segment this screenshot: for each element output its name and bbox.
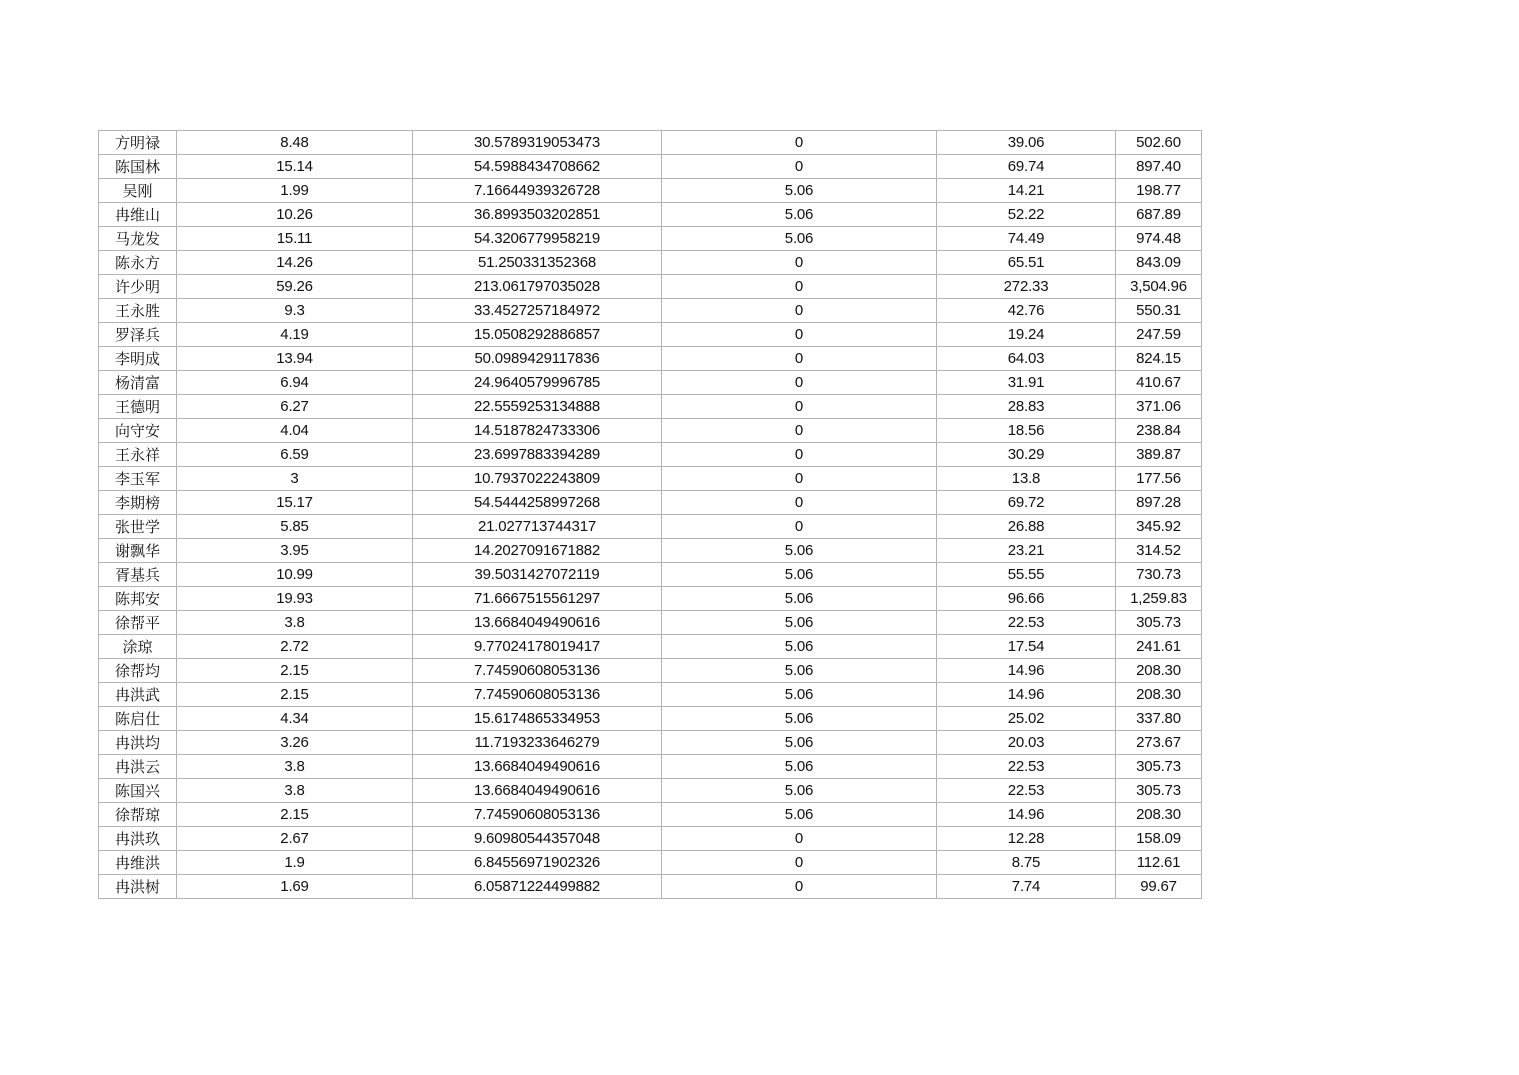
name-cell: 陈永方: [99, 251, 177, 275]
value-1-cell: 10.99: [177, 563, 413, 587]
value-3-cell: 0: [662, 347, 937, 371]
name-cell: 谢飘华: [99, 539, 177, 563]
value-3-cell: 0: [662, 491, 937, 515]
value-4-cell: 22.53: [937, 611, 1116, 635]
value-3-cell: 0: [662, 419, 937, 443]
name-cell: 冉洪云: [99, 755, 177, 779]
value-2-cell: 71.6667515561297: [413, 587, 662, 611]
name-cell: 杨清富: [99, 371, 177, 395]
value-2-cell: 7.74590608053136: [413, 803, 662, 827]
name-cell: 冉维洪: [99, 851, 177, 875]
value-3-cell: 5.06: [662, 779, 937, 803]
total-cell: 730.73: [1116, 563, 1202, 587]
total-cell: 305.73: [1116, 755, 1202, 779]
table-row: [99, 347, 1202, 371]
total-cell: 897.40: [1116, 155, 1202, 179]
name-cell: 冉洪树: [99, 875, 177, 899]
value-4-cell: 14.96: [937, 803, 1116, 827]
value-1-cell: 1.99: [177, 179, 413, 203]
total-cell: 241.61: [1116, 635, 1202, 659]
value-1-cell: 2.15: [177, 803, 413, 827]
table-row: [99, 851, 1202, 875]
total-cell: 389.87: [1116, 443, 1202, 467]
name-cell: 王永祥: [99, 443, 177, 467]
value-3-cell: 0: [662, 467, 937, 491]
value-1-cell: 3.8: [177, 755, 413, 779]
value-4-cell: 64.03: [937, 347, 1116, 371]
name-cell: 涂琼: [99, 635, 177, 659]
value-4-cell: 69.72: [937, 491, 1116, 515]
value-4-cell: 42.76: [937, 299, 1116, 323]
value-1-cell: 2.67: [177, 827, 413, 851]
value-1-cell: 2.15: [177, 683, 413, 707]
value-2-cell: 9.60980544357048: [413, 827, 662, 851]
table-row: [99, 299, 1202, 323]
total-cell: 550.31: [1116, 299, 1202, 323]
table-row: [99, 131, 1202, 155]
table-row: [99, 539, 1202, 563]
table-row: [99, 419, 1202, 443]
value-2-cell: 23.6997883394289: [413, 443, 662, 467]
table-row: [99, 755, 1202, 779]
value-2-cell: 9.77024178019417: [413, 635, 662, 659]
value-1-cell: 9.3: [177, 299, 413, 323]
value-3-cell: 0: [662, 131, 937, 155]
value-3-cell: 5.06: [662, 659, 937, 683]
value-1-cell: 6.94: [177, 371, 413, 395]
total-cell: 112.61: [1116, 851, 1202, 875]
value-2-cell: 22.5559253134888: [413, 395, 662, 419]
name-cell: 王永胜: [99, 299, 177, 323]
name-cell: 向守安: [99, 419, 177, 443]
value-4-cell: 19.24: [937, 323, 1116, 347]
value-4-cell: 30.29: [937, 443, 1116, 467]
value-4-cell: 8.75: [937, 851, 1116, 875]
value-1-cell: 4.04: [177, 419, 413, 443]
value-4-cell: 25.02: [937, 707, 1116, 731]
value-4-cell: 12.28: [937, 827, 1116, 851]
total-cell: 305.73: [1116, 779, 1202, 803]
value-2-cell: 50.0989429117836: [413, 347, 662, 371]
total-cell: 99.67: [1116, 875, 1202, 899]
value-4-cell: 52.22: [937, 203, 1116, 227]
table-row: [99, 203, 1202, 227]
value-1-cell: 10.26: [177, 203, 413, 227]
name-cell: 冉洪玖: [99, 827, 177, 851]
table-row: [99, 563, 1202, 587]
value-1-cell: 13.94: [177, 347, 413, 371]
table-row: [99, 635, 1202, 659]
table-row: [99, 803, 1202, 827]
name-cell: 徐帮琼: [99, 803, 177, 827]
value-1-cell: 15.14: [177, 155, 413, 179]
value-3-cell: 5.06: [662, 203, 937, 227]
total-cell: 824.15: [1116, 347, 1202, 371]
name-cell: 冉维山: [99, 203, 177, 227]
value-3-cell: 5.06: [662, 731, 937, 755]
value-3-cell: 5.06: [662, 635, 937, 659]
table-row: [99, 251, 1202, 275]
name-cell: 马龙发: [99, 227, 177, 251]
value-2-cell: 13.6684049490616: [413, 755, 662, 779]
value-2-cell: 13.6684049490616: [413, 779, 662, 803]
name-cell: 胥基兵: [99, 563, 177, 587]
total-cell: 1,259.83: [1116, 587, 1202, 611]
value-1-cell: 15.17: [177, 491, 413, 515]
table-row: [99, 323, 1202, 347]
value-1-cell: 3.26: [177, 731, 413, 755]
value-3-cell: 5.06: [662, 587, 937, 611]
value-3-cell: 0: [662, 515, 937, 539]
total-cell: 897.28: [1116, 491, 1202, 515]
value-1-cell: 2.15: [177, 659, 413, 683]
value-3-cell: 5.06: [662, 227, 937, 251]
table-row: [99, 467, 1202, 491]
name-cell: 李玉军: [99, 467, 177, 491]
total-cell: 337.80: [1116, 707, 1202, 731]
value-4-cell: 55.55: [937, 563, 1116, 587]
value-1-cell: 1.69: [177, 875, 413, 899]
value-4-cell: 39.06: [937, 131, 1116, 155]
value-4-cell: 22.53: [937, 755, 1116, 779]
value-2-cell: 7.74590608053136: [413, 659, 662, 683]
value-1-cell: 4.19: [177, 323, 413, 347]
name-cell: 冉洪武: [99, 683, 177, 707]
value-4-cell: 14.21: [937, 179, 1116, 203]
value-3-cell: 0: [662, 155, 937, 179]
value-4-cell: 14.96: [937, 659, 1116, 683]
table-row: [99, 443, 1202, 467]
value-2-cell: 10.7937022243809: [413, 467, 662, 491]
value-4-cell: 74.49: [937, 227, 1116, 251]
value-1-cell: 15.11: [177, 227, 413, 251]
value-4-cell: 28.83: [937, 395, 1116, 419]
value-2-cell: 54.5444258997268: [413, 491, 662, 515]
value-3-cell: 5.06: [662, 539, 937, 563]
total-cell: 687.89: [1116, 203, 1202, 227]
name-cell: 陈国兴: [99, 779, 177, 803]
value-3-cell: 0: [662, 275, 937, 299]
value-4-cell: 18.56: [937, 419, 1116, 443]
table-body: [99, 131, 1202, 899]
name-cell: 许少明: [99, 275, 177, 299]
table-row: [99, 491, 1202, 515]
value-1-cell: 14.26: [177, 251, 413, 275]
value-2-cell: 15.0508292886857: [413, 323, 662, 347]
name-cell: 徐帮平: [99, 611, 177, 635]
value-2-cell: 21.027713744317: [413, 515, 662, 539]
total-cell: 208.30: [1116, 659, 1202, 683]
total-cell: 208.30: [1116, 683, 1202, 707]
name-cell: 吴刚: [99, 179, 177, 203]
value-1-cell: 3: [177, 467, 413, 491]
total-cell: 345.92: [1116, 515, 1202, 539]
value-3-cell: 5.06: [662, 707, 937, 731]
table-row: [99, 707, 1202, 731]
value-1-cell: 1.9: [177, 851, 413, 875]
table-row: [99, 179, 1202, 203]
data-table: [98, 130, 1202, 899]
total-cell: 158.09: [1116, 827, 1202, 851]
total-cell: 208.30: [1116, 803, 1202, 827]
value-4-cell: 13.8: [937, 467, 1116, 491]
total-cell: 305.73: [1116, 611, 1202, 635]
table-row: [99, 515, 1202, 539]
value-2-cell: 54.3206779958219: [413, 227, 662, 251]
value-3-cell: 5.06: [662, 611, 937, 635]
table-row: [99, 779, 1202, 803]
value-1-cell: 59.26: [177, 275, 413, 299]
table-row: [99, 371, 1202, 395]
value-3-cell: 0: [662, 827, 937, 851]
value-3-cell: 5.06: [662, 563, 937, 587]
value-2-cell: 13.6684049490616: [413, 611, 662, 635]
value-3-cell: 0: [662, 323, 937, 347]
total-cell: 238.84: [1116, 419, 1202, 443]
table-row: [99, 611, 1202, 635]
value-2-cell: 39.5031427072119: [413, 563, 662, 587]
total-cell: 502.60: [1116, 131, 1202, 155]
value-1-cell: 6.59: [177, 443, 413, 467]
value-4-cell: 7.74: [937, 875, 1116, 899]
total-cell: 247.59: [1116, 323, 1202, 347]
name-cell: 陈国林: [99, 155, 177, 179]
value-3-cell: 0: [662, 251, 937, 275]
table-row: [99, 227, 1202, 251]
total-cell: 198.77: [1116, 179, 1202, 203]
name-cell: 张世学: [99, 515, 177, 539]
value-1-cell: 4.34: [177, 707, 413, 731]
value-4-cell: 17.54: [937, 635, 1116, 659]
value-1-cell: 6.27: [177, 395, 413, 419]
total-cell: 314.52: [1116, 539, 1202, 563]
value-3-cell: 0: [662, 371, 937, 395]
value-2-cell: 14.2027091671882: [413, 539, 662, 563]
total-cell: 974.48: [1116, 227, 1202, 251]
total-cell: 177.56: [1116, 467, 1202, 491]
value-2-cell: 36.8993503202851: [413, 203, 662, 227]
value-2-cell: 213.061797035028: [413, 275, 662, 299]
value-3-cell: 0: [662, 443, 937, 467]
table-row: [99, 827, 1202, 851]
total-cell: 410.67: [1116, 371, 1202, 395]
value-4-cell: 96.66: [937, 587, 1116, 611]
name-cell: 李期榜: [99, 491, 177, 515]
value-2-cell: 14.5187824733306: [413, 419, 662, 443]
value-1-cell: 3.8: [177, 611, 413, 635]
value-3-cell: 0: [662, 851, 937, 875]
value-4-cell: 20.03: [937, 731, 1116, 755]
value-2-cell: 51.250331352368: [413, 251, 662, 275]
value-3-cell: 5.06: [662, 803, 937, 827]
table-row: [99, 683, 1202, 707]
value-3-cell: 0: [662, 395, 937, 419]
name-cell: 罗泽兵: [99, 323, 177, 347]
value-3-cell: 5.06: [662, 755, 937, 779]
value-3-cell: 5.06: [662, 179, 937, 203]
table-row: [99, 731, 1202, 755]
table-row: [99, 395, 1202, 419]
table-row: [99, 155, 1202, 179]
value-4-cell: 14.96: [937, 683, 1116, 707]
value-2-cell: 24.9640579996785: [413, 371, 662, 395]
value-2-cell: 7.74590608053136: [413, 683, 662, 707]
value-2-cell: 33.4527257184972: [413, 299, 662, 323]
table-row: [99, 587, 1202, 611]
total-cell: 3,504.96: [1116, 275, 1202, 299]
value-4-cell: 272.33: [937, 275, 1116, 299]
value-2-cell: 15.6174865334953: [413, 707, 662, 731]
table-row: [99, 275, 1202, 299]
total-cell: 843.09: [1116, 251, 1202, 275]
value-2-cell: 6.84556971902326: [413, 851, 662, 875]
value-2-cell: 11.7193233646279: [413, 731, 662, 755]
name-cell: 方明禄: [99, 131, 177, 155]
value-1-cell: 19.93: [177, 587, 413, 611]
value-1-cell: 8.48: [177, 131, 413, 155]
value-1-cell: 3.8: [177, 779, 413, 803]
table-row: [99, 659, 1202, 683]
name-cell: 徐帮均: [99, 659, 177, 683]
name-cell: 王德明: [99, 395, 177, 419]
value-4-cell: 65.51: [937, 251, 1116, 275]
value-2-cell: 7.16644939326728: [413, 179, 662, 203]
value-2-cell: 54.5988434708662: [413, 155, 662, 179]
value-4-cell: 23.21: [937, 539, 1116, 563]
value-3-cell: 0: [662, 875, 937, 899]
total-cell: 273.67: [1116, 731, 1202, 755]
total-cell: 371.06: [1116, 395, 1202, 419]
value-4-cell: 22.53: [937, 779, 1116, 803]
name-cell: 李明成: [99, 347, 177, 371]
value-1-cell: 5.85: [177, 515, 413, 539]
value-3-cell: 5.06: [662, 683, 937, 707]
value-2-cell: 6.05871224499882: [413, 875, 662, 899]
name-cell: 陈启仕: [99, 707, 177, 731]
value-4-cell: 31.91: [937, 371, 1116, 395]
name-cell: 陈邦安: [99, 587, 177, 611]
value-3-cell: 0: [662, 299, 937, 323]
value-4-cell: 69.74: [937, 155, 1116, 179]
value-4-cell: 26.88: [937, 515, 1116, 539]
name-cell: 冉洪均: [99, 731, 177, 755]
value-1-cell: 3.95: [177, 539, 413, 563]
value-2-cell: 30.5789319053473: [413, 131, 662, 155]
value-1-cell: 2.72: [177, 635, 413, 659]
table-row: [99, 875, 1202, 899]
